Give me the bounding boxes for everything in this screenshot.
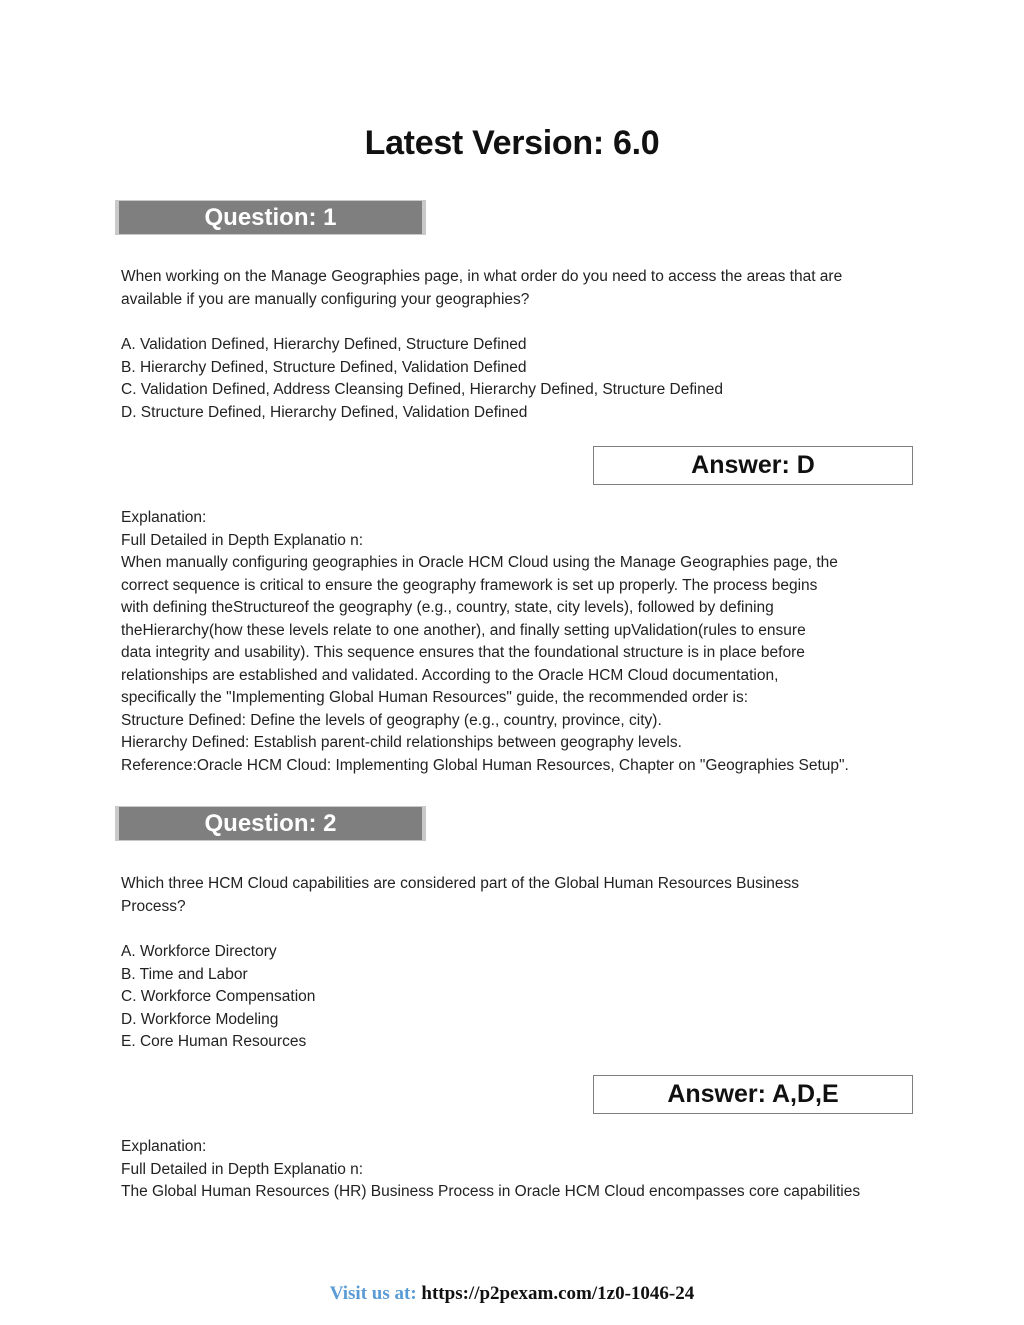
explanation-line: relationships are established and validated. According to the Oracle HCM Cloud documentation, [121, 666, 779, 684]
explanation-line: Explanation: [121, 1138, 207, 1155]
question-1-header [115, 200, 426, 235]
answer-2-box [593, 1075, 913, 1114]
option-b: B. Time and Labor [121, 965, 248, 983]
explanation-line: theHierarchy(how these levels relate to one another), and finally setting upValidation(rules to ensure [121, 621, 806, 639]
explanation-line: Structure Defined: Define the levels of geography (e.g., country, province, city). [121, 711, 662, 729]
explanation-line: Full Detailed in Depth Explanatio n: [121, 531, 364, 549]
option-b: B. Hierarchy Defined, Structure Defined, Validation Defined [121, 358, 527, 376]
question-text-line: When working on the Manage Geographies page, in what order do you need to access the areas that are [121, 268, 843, 285]
question-1-options [121, 334, 911, 424]
answer-2-label: Answer: A,D,E [667, 1080, 839, 1108]
option-a: A. Workforce Directory [121, 943, 277, 960]
question-text-line: Process? [121, 897, 186, 915]
question-2-explanation [121, 1136, 911, 1204]
page-title: Latest Version: 6.0 [364, 124, 660, 162]
option-c: C. Validation Defined, Address Cleansing Defined, Hierarchy Defined, Structure Defined [121, 381, 723, 398]
question-1-label: Question: 1 [204, 204, 337, 231]
question-2-options [121, 941, 911, 1054]
question-1-explanation [121, 507, 911, 777]
option-d: D. Workforce Modeling [121, 1010, 279, 1028]
option-d: D. Structure Defined, Hierarchy Defined, Validation Defined [121, 403, 528, 421]
question-2-header [115, 806, 426, 841]
explanation-line: The Global Human Resources (HR) Business Process in Oracle HCM Cloud encompasses core capabilities [121, 1183, 861, 1200]
option-e: E. Core Human Resources [121, 1033, 307, 1050]
explanation-line: Full Detailed in Depth Explanatio n: [121, 1160, 364, 1178]
explanation-line: Explanation: [121, 509, 207, 526]
question-2-text [121, 873, 911, 918]
answer-1-box [593, 446, 913, 485]
explanation-line: When manually configuring geographies in Oracle HCM Cloud using the Manage Geographies page, the [121, 554, 838, 571]
explanation-line: correct sequence is critical to ensure the geography framework is set up properly. The process begins [121, 576, 818, 594]
explanation-line: specifically the "Implementing Global Human Resources" guide, the recommended order is: [121, 689, 749, 706]
footer-url-link[interactable]: https://p2pexam.com/1z0-1046-24 [421, 1283, 695, 1304]
question-text-line: available if you are manually configuring your geographies? [121, 290, 530, 308]
explanation-line: data integrity and usability). This sequence ensures that the foundational structure is in place before [121, 644, 805, 661]
explanation-line: with defining theStructureof the geography (e.g., country, state, city levels), followed by defining [121, 599, 774, 616]
explanation-line: Reference:Oracle HCM Cloud: Implementing Global Human Resources, Chapter on "Geographies Setup". [121, 756, 849, 774]
option-c: C. Workforce Compensation [121, 988, 316, 1005]
question-1-text [121, 266, 911, 311]
question-text-line: Which three HCM Cloud capabilities are considered part of the Global Human Resources Business [121, 875, 800, 892]
footer-visit-label: Visit us at: [329, 1283, 417, 1304]
explanation-line: Hierarchy Defined: Establish parent-child relationships between geography levels. [121, 734, 682, 751]
question-2-label: Question: 2 [204, 810, 337, 837]
option-a: A. Validation Defined, Hierarchy Defined, Structure Defined [121, 336, 527, 353]
answer-1-label: Answer: D [691, 451, 815, 479]
page-footer [0, 1283, 1024, 1305]
